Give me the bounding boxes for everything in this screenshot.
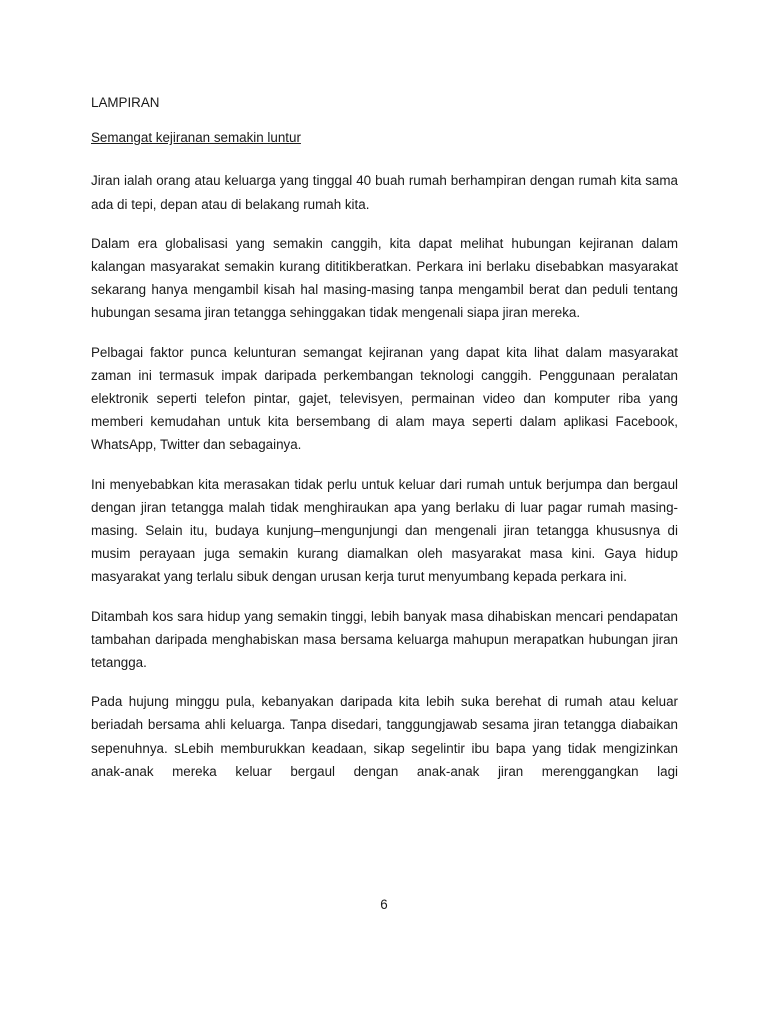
paragraph-2: Dalam era globalisasi yang semakin canggih, kita dapat melihat hubungan kejiranan dalam kalangan masyarakat semakin kurang dititikberatkan. Perkara ini berlaku disebabkan masyarakat sekarang hanya mengambil kisah hal masing-masing tanpa mengambil berat dan peduli tentang hubungan sesama jiran tetangga sehinggakan tidak mengenali siapa jiran mereka.	[91, 235, 678, 321]
paragraph-1: Jiran ialah orang atau keluarga yang tinggal 40 buah rumah berhampiran dengan rumah kita sama ada di tepi, depan atau di belakang rumah kita.	[91, 173, 678, 212]
paragraph-4: Ini menyebabkan kita merasakan tidak perlu untuk keluar dari rumah untuk berjumpa dan bergaul dengan jiran tetangga malah tidak menghiraukan apa yang berlaku di luar pagar rumah masing-masing. Selain itu, budaya kunjung–mengunjungi dan mengenali jiran tetangga khususnya di musim perayaan juga semakin kurang diamalkan oleh masyarakat masa kini. Gaya hidup masyarakat yang terlalu sibuk dengan urusan kerja turut menyumbang kepada perkara ini.	[91, 476, 678, 585]
paragraph-6: Pada hujung minggu pula, kebanyakan daripada kita lebih suka berehat di rumah atau keluar beriadah bersama ahli keluarga. Tanpa disedari, tanggungjawab sesama jiran tetangga diabaikan sepenuhnya. sLebih memburukkan keadaan, sikap segelintir ibu bapa yang tidak mengizinkan anak-anak mereka keluar bergaul dengan anak-anak jiran merenggangkan lagi	[91, 694, 678, 779]
paragraph-3: Pelbagai faktor punca kelunturan semangat kejiranan yang dapat kita lihat dalam masyarakat zaman ini termasuk impak daripada perkembangan teknologi canggih. Penggunaan peralatan elektronik seperti telefon pintar, gajet, televisyen, permainan video dan komputer riba yang memberi kemudahan untuk kita bersembang di alam maya seperti dalam aplikasi Facebook, WhatsApp, Twitter dan sebagainya.	[91, 344, 678, 453]
section-heading: LAMPIRAN	[91, 95, 160, 110]
paragraph-5: Ditambah kos sara hidup yang semakin tinggi, lebih banyak masa dihabiskan mencari pendapatan tambahan daripada menghabiskan masa bersama keluarga mahupun merapatkan hubungan jiran tetangga.	[91, 608, 678, 671]
document-body	[91, 91, 678, 799]
article-title: Semangat kejiranan semakin luntur	[91, 130, 301, 146]
page-number: 6	[380, 897, 388, 912]
